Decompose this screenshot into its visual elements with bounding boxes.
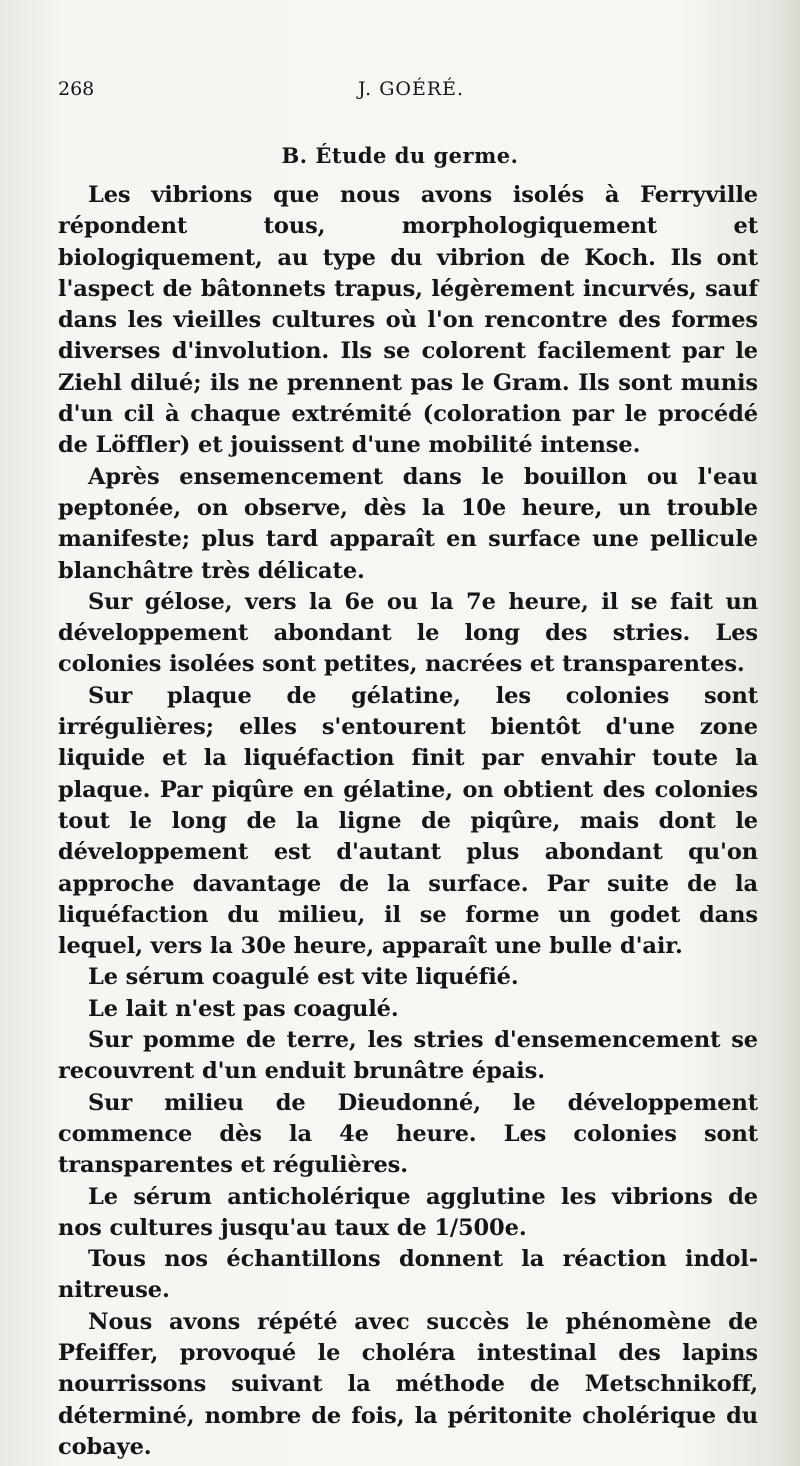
body-text (58, 180, 758, 1463)
running-head (58, 78, 758, 108)
paragraph: Le lait n'est pas coagulé. (88, 995, 399, 1022)
paragraph: Tous nos échantillons donnent la réaction indol-nitreuse. (58, 1246, 758, 1304)
paragraph: Sur milieu de Dieudonné, le développement commence dès la 4e heure. Les colonies sont transparentes et régulières. (58, 1089, 758, 1179)
paragraph: Nous avons répété avec succès le phénomène de Pfeiffer, provoqué le choléra intestinal des lapins nourrissons suivant la méthode de Metschnikoff, déterminé, nombre de fois, la péritonite cholérique du cobaye. (58, 1308, 758, 1460)
paragraph: Après ensemencement dans le bouillon ou l'eau peptonée, on observe, dès la 10e heure, un trouble manifeste; plus tard apparaît en surface une pellicule blanchâtre très délicate. (58, 463, 758, 584)
paragraph: Sur gélose, vers la 6e ou la 7e heure, il se fait un développement abondant le long des stries. Les colonies isolées sont petites, nacrées et transparentes. (58, 588, 758, 678)
running-title: J. GOÉRÉ. (358, 78, 465, 100)
paragraph: Le sérum coagulé est vite liquéfié. (88, 964, 519, 991)
paragraph: Sur plaque de gélatine, les colonies sont irrégulières; elles s'entourent bientôt d'une zone liquide et la liquéfaction finit par envahir toute la plaque. Par piqûre en gélatine, on obtient des colonies tout le long de la ligne de piqûre, mais dont le développement est d'autant plus abondant qu'on approche davantage de la surface. Par suite de la liquéfaction du milieu, il se forme un godet dans lequel, vers la 30e heure, apparaît une bulle d'air. (58, 682, 758, 960)
section-title: B. Étude du germe. (281, 143, 519, 168)
page-number: 268 (58, 78, 95, 100)
paragraph: Les vibrions que nous avons isolés à Ferryville répondent tous, morphologiquement et biologiquement, au type du vibrion de Koch. Ils ont l'aspect de bâtonnets trapus, légèrement incurvés, sauf dans les vieilles cultures où l'on rencontre des formes diverses d'involution. Ils se colorent facilement par le Ziehl dilué; ils ne prennent pas le Gram. Ils sont munis d'un cil à chaque extrémité (coloration par le procédé de Löffler) et jouissent d'une mobilité intense. (58, 182, 758, 459)
paragraph: Le sérum anticholérique agglutine les vibrions de nos cultures jusqu'au taux de 1/500e. (58, 1183, 758, 1241)
paragraph: Sur pomme de terre, les stries d'ensemencement se recouvrent d'un enduit brunâtre épais. (58, 1027, 758, 1085)
